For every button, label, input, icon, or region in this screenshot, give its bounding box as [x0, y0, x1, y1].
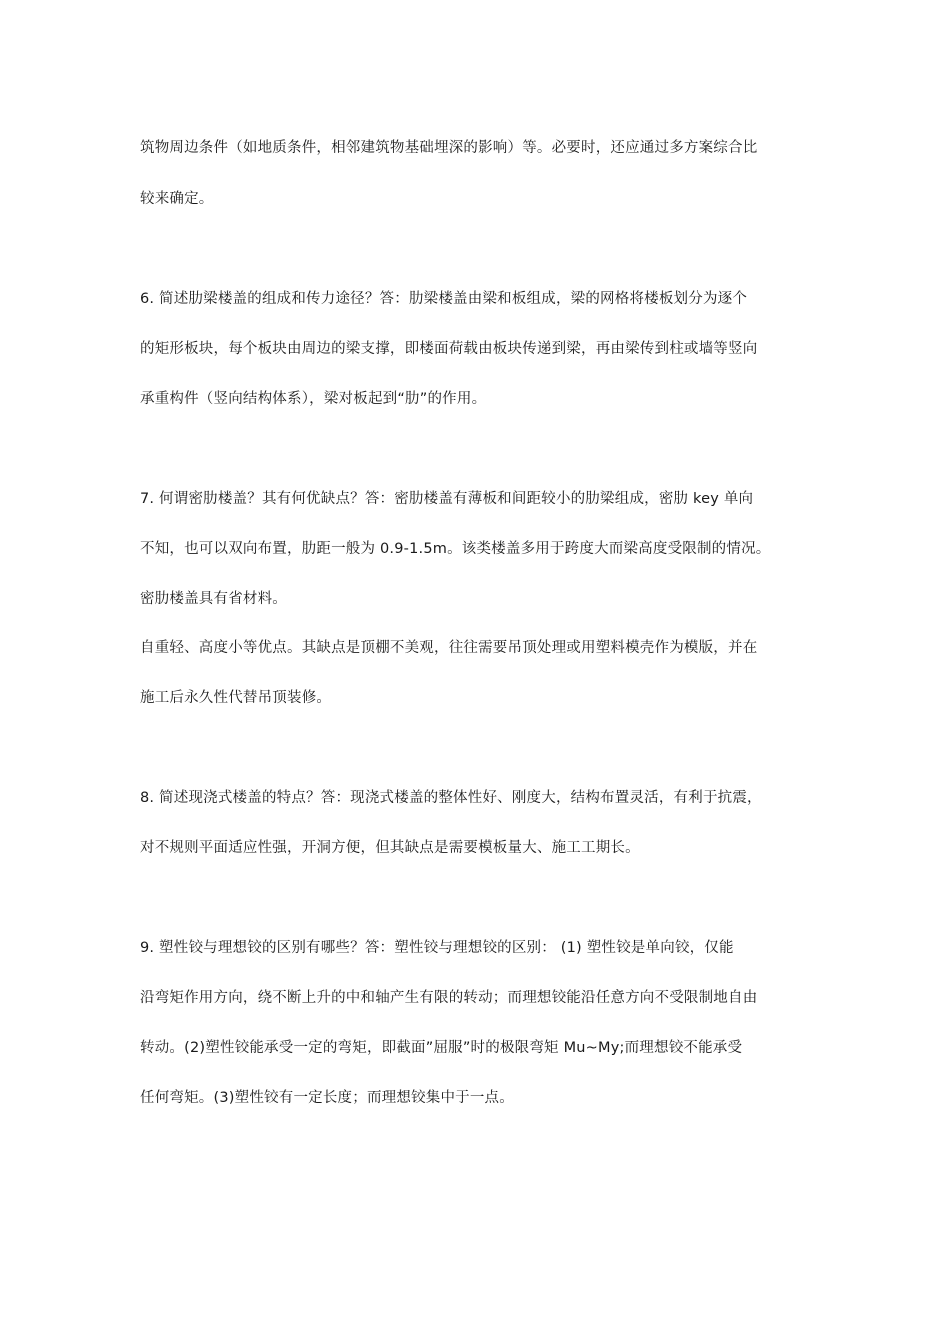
question-7-line: 自重轻、高度小等优点。其缺点是顶棚不美观，往往需要吊顶处理或用塑料模壳作为模版，并在 — [140, 640, 758, 656]
question-9-line: 转动。(2)塑性铰能承受一定的弯矩，即截面”屈服”时的极限弯矩 Mu~My;而理想铰不能承受 — [140, 1040, 743, 1056]
question-6-line: 的矩形板块，每个板块由周边的梁支撑，即楼面荷载由板块传递到梁，再由梁传到柱或墙等竖向 — [140, 341, 758, 357]
question-8-line: 8. 简述现浇式楼盖的特点？答：现浇式楼盖的整体性好、刚度大，结构布置灵活，有利于抗震， — [140, 790, 762, 806]
question-9-line: 沿弯矩作用方向，绕不断上升的中和轴产生有限的转动；而理想铰能沿任意方向不受限制地自由 — [140, 990, 758, 1006]
question-6-line: 6. 简述肋梁楼盖的组成和传力途径？答：肋梁楼盖由梁和板组成，梁的网格将楼板划分为逐个 — [140, 291, 748, 307]
paragraph-line: 筑物周边条件（如地质条件，相邻建筑物基础埋深的影响）等。必要时，还应通过多方案综合比 — [140, 140, 758, 156]
question-7-line: 施工后永久性代替吊顶装修。 — [140, 690, 332, 706]
question-7-line: 密肋楼盖具有省材料。 — [140, 591, 287, 607]
question-6-line: 承重构件（竖向结构体系），梁对板起到“肋”的作用。 — [140, 391, 487, 407]
paragraph-line: 较来确定。 — [140, 191, 214, 207]
question-9-line: 任何弯矩。(3)塑性铰有一定长度；而理想铰集中于一点。 — [140, 1090, 514, 1106]
question-8-line: 对不规则平面适应性强，开洞方便，但其缺点是需要模板量大、施工工期长。 — [140, 840, 640, 856]
question-7-line: 不知，也可以双向布置，肋距一般为 0.9-1.5m。该类楼盖多用于跨度大而梁高度受限制的情况。 — [140, 541, 771, 557]
question-9-line: 9. 塑性铰与理想铰的区别有哪些？答：塑性铰与理想铰的区别： (1) 塑性铰是单向铰，仅能 — [140, 940, 734, 956]
question-7-line: 7. 何谓密肋楼盖？其有何优缺点？答：密肋楼盖有薄板和间距较小的肋梁组成，密肋 key 单向 — [140, 491, 754, 507]
